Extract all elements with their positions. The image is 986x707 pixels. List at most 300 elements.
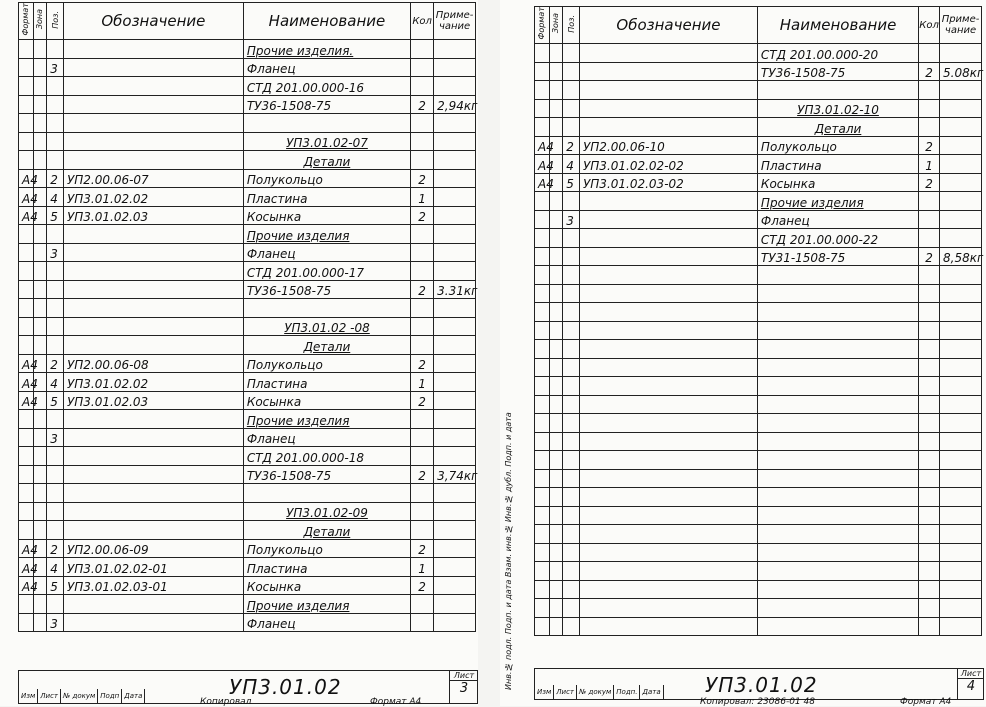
table-row — [535, 506, 982, 525]
cell-pos: 3 — [563, 210, 580, 229]
cell-designation — [579, 303, 757, 322]
cell-zone — [549, 599, 563, 618]
cell-pos — [563, 44, 580, 63]
table-row — [535, 395, 982, 414]
cell-pos: 3 — [47, 243, 64, 262]
table-row — [19, 132, 476, 151]
cell-qty — [919, 284, 940, 303]
cell-format — [19, 502, 34, 521]
cell-qty — [919, 599, 940, 618]
cell-zone — [549, 525, 563, 544]
cell-note — [434, 502, 476, 521]
cell-zone — [33, 299, 47, 318]
cell-designation: УП2.00.06-10 — [579, 136, 757, 155]
right-spec-table — [534, 6, 982, 636]
cell-format — [535, 62, 550, 81]
table-row — [535, 229, 982, 248]
cell-zone — [549, 562, 563, 581]
cell-note: 3.31кг — [434, 280, 476, 299]
cell-pos: 5 — [47, 206, 64, 225]
cell-designation — [579, 395, 757, 414]
cell-note — [434, 391, 476, 410]
cell-pos — [563, 580, 580, 599]
cell-format — [535, 210, 550, 229]
cell-pos — [563, 303, 580, 322]
table-row — [19, 521, 476, 540]
cell-pos: 5 — [47, 391, 64, 410]
cell-format — [535, 432, 550, 451]
cell-format: А4 — [19, 539, 34, 558]
table-row — [19, 391, 476, 410]
cell-note — [940, 525, 982, 544]
cell-name: СТД 201.00.000-22 — [757, 229, 918, 248]
cell-name — [243, 114, 410, 133]
cell-name: Полукольцо — [243, 169, 410, 188]
cell-name — [757, 599, 918, 618]
table-row — [535, 525, 982, 544]
cell-format — [19, 243, 34, 262]
cell-pos — [47, 336, 64, 355]
cell-name: УП3.01.02-07 — [243, 132, 410, 151]
cell-zone — [33, 58, 47, 77]
cell-format — [535, 229, 550, 248]
cell-pos — [563, 229, 580, 248]
cell-format — [535, 358, 550, 377]
cell-format: А4 — [19, 391, 34, 410]
cell-name: Полукольцо — [243, 539, 410, 558]
cell-note — [940, 321, 982, 340]
cell-designation — [63, 58, 243, 77]
cell-note — [940, 44, 982, 63]
cell-qty — [919, 469, 940, 488]
left-stamp-cells — [19, 689, 145, 703]
table-row — [535, 44, 982, 63]
cell-designation — [63, 151, 243, 170]
cell-name: Прочие изделия — [243, 410, 410, 429]
table-row — [19, 558, 476, 577]
cell-note — [940, 81, 982, 100]
cell-format — [19, 262, 34, 281]
cell-format — [535, 377, 550, 396]
cell-qty — [919, 358, 940, 377]
cell-qty — [411, 225, 434, 244]
right-sheet-label: Лист — [958, 669, 984, 679]
cell-zone — [33, 521, 47, 540]
cell-note — [940, 284, 982, 303]
cell-pos — [563, 395, 580, 414]
cell-designation — [63, 95, 243, 114]
cell-pos — [563, 284, 580, 303]
cell-qty — [411, 243, 434, 262]
cell-name: Детали — [243, 521, 410, 540]
cell-name: Фланец — [757, 210, 918, 229]
cell-qty: 2 — [411, 391, 434, 410]
cell-format — [535, 192, 550, 211]
cell-format: А4 — [19, 206, 34, 225]
cell-note — [940, 488, 982, 507]
cell-zone — [549, 62, 563, 81]
cell-qty: 2 — [919, 62, 940, 81]
cell-note: 8,58кг — [940, 247, 982, 266]
cell-qty — [411, 521, 434, 540]
right-stamp-cells — [535, 685, 664, 699]
cell-name: Косынка — [243, 206, 410, 225]
cell-note — [940, 192, 982, 211]
cell-format — [535, 303, 550, 322]
cell-qty: 2 — [411, 354, 434, 373]
cell-name: ТУ36-1508-75 — [243, 465, 410, 484]
table-row — [535, 173, 982, 192]
cell-name: Детали — [243, 151, 410, 170]
stamp-cell: № докум — [577, 685, 614, 699]
cell-zone — [33, 595, 47, 614]
cell-note — [940, 155, 982, 174]
cell-format — [535, 451, 550, 470]
cell-pos — [563, 377, 580, 396]
cell-zone — [549, 451, 563, 470]
cell-zone — [549, 432, 563, 451]
cell-designation: УП3.01.02.02 — [63, 373, 243, 392]
cell-zone — [33, 280, 47, 299]
cell-name — [757, 81, 918, 100]
cell-qty: 2 — [411, 206, 434, 225]
cell-name: Пластина — [757, 155, 918, 174]
cell-format: А4 — [19, 558, 34, 577]
table-row — [535, 155, 982, 174]
cell-pos — [47, 447, 64, 466]
cell-format — [535, 44, 550, 63]
cell-name — [757, 525, 918, 544]
cell-zone — [33, 114, 47, 133]
cell-format: А4 — [535, 173, 550, 192]
cell-qty — [411, 484, 434, 503]
cell-qty — [919, 192, 940, 211]
cell-name: ТУ36-1508-75 — [757, 62, 918, 81]
cell-designation: УП3.01.02.02 — [63, 188, 243, 207]
cell-note — [434, 169, 476, 188]
col-qty: Кол — [919, 7, 940, 44]
cell-zone — [549, 414, 563, 433]
cell-note — [434, 576, 476, 595]
cell-designation — [579, 543, 757, 562]
left-sheet-number: 3 — [459, 681, 469, 696]
cell-qty — [919, 451, 940, 470]
cell-name — [243, 299, 410, 318]
table-row — [19, 77, 476, 96]
cell-format — [19, 132, 34, 151]
cell-note — [434, 354, 476, 373]
cell-designation — [63, 225, 243, 244]
cell-pos — [563, 599, 580, 618]
table-row — [19, 354, 476, 373]
cell-pos — [47, 40, 64, 59]
cell-format — [19, 428, 34, 447]
col-format: Формат — [19, 3, 34, 40]
cell-name — [757, 543, 918, 562]
left-doc-number: УП3.01.02 — [229, 675, 342, 699]
cell-qty — [919, 543, 940, 562]
cell-pos — [47, 410, 64, 429]
cell-zone — [33, 484, 47, 503]
cell-note — [940, 432, 982, 451]
table-row — [535, 99, 982, 118]
cell-designation — [63, 521, 243, 540]
cell-note — [940, 377, 982, 396]
cell-qty — [919, 303, 940, 322]
cell-qty: 2 — [411, 539, 434, 558]
cell-designation — [63, 465, 243, 484]
cell-zone — [33, 243, 47, 262]
cell-note — [940, 617, 982, 636]
cell-name — [757, 377, 918, 396]
table-row — [19, 336, 476, 355]
table-row — [19, 114, 476, 133]
cell-pos — [47, 114, 64, 133]
cell-designation: УП2.00.06-08 — [63, 354, 243, 373]
cell-note — [434, 539, 476, 558]
cell-zone — [549, 81, 563, 100]
cell-format — [19, 484, 34, 503]
col-zone: Зона — [33, 3, 47, 40]
cell-qty — [919, 617, 940, 636]
cell-designation — [63, 299, 243, 318]
cell-designation — [63, 428, 243, 447]
cell-pos — [563, 488, 580, 507]
cell-pos — [47, 317, 64, 336]
cell-designation — [579, 192, 757, 211]
cell-designation — [579, 340, 757, 359]
cell-qty — [919, 81, 940, 100]
cell-note — [940, 451, 982, 470]
cell-format — [19, 613, 34, 632]
table-row — [535, 266, 982, 285]
cell-format — [535, 469, 550, 488]
cell-zone — [549, 44, 563, 63]
stamp-cell: Изм — [535, 685, 554, 699]
cell-pos — [563, 266, 580, 285]
cell-designation — [579, 358, 757, 377]
cell-zone — [33, 40, 47, 59]
cell-designation — [63, 317, 243, 336]
cell-name: УП3.01.02-10 — [757, 99, 918, 118]
cell-note — [940, 358, 982, 377]
left-sheet-box — [449, 671, 478, 703]
table-row — [535, 432, 982, 451]
cell-name — [757, 266, 918, 285]
table-row — [535, 562, 982, 581]
cell-format — [19, 336, 34, 355]
cell-format — [535, 525, 550, 544]
cell-qty — [411, 428, 434, 447]
cell-designation — [63, 484, 243, 503]
cell-qty — [411, 447, 434, 466]
cell-note — [434, 373, 476, 392]
cell-note — [434, 558, 476, 577]
cell-pos — [47, 95, 64, 114]
cell-designation — [579, 525, 757, 544]
cell-name: Прочие изделия — [243, 595, 410, 614]
cell-name — [757, 284, 918, 303]
cell-designation — [579, 469, 757, 488]
cell-zone — [549, 617, 563, 636]
cell-qty — [411, 262, 434, 281]
cell-note: 2,94кг — [434, 95, 476, 114]
table-row — [19, 484, 476, 503]
cell-pos — [47, 299, 64, 318]
cell-note — [434, 58, 476, 77]
col-designation: Обозначение — [579, 7, 757, 44]
cell-designation — [579, 81, 757, 100]
cell-qty — [919, 525, 940, 544]
table-row — [535, 414, 982, 433]
cell-note — [434, 151, 476, 170]
cell-name: ТУ31-1508-75 — [757, 247, 918, 266]
cell-zone — [549, 303, 563, 322]
table-row — [19, 225, 476, 244]
cell-name — [757, 617, 918, 636]
cell-pos — [47, 502, 64, 521]
cell-zone — [549, 192, 563, 211]
cell-name — [757, 395, 918, 414]
cell-note — [434, 521, 476, 540]
cell-qty — [919, 506, 940, 525]
table-row — [19, 410, 476, 429]
cell-designation — [63, 77, 243, 96]
cell-zone — [549, 99, 563, 118]
cell-qty — [411, 595, 434, 614]
cell-designation — [63, 114, 243, 133]
cell-designation — [579, 284, 757, 303]
table-row — [535, 247, 982, 266]
col-name: Наименование — [243, 3, 410, 40]
cell-qty — [919, 44, 940, 63]
cell-qty — [919, 562, 940, 581]
cell-zone — [549, 321, 563, 340]
cell-qty: 1 — [411, 558, 434, 577]
cell-designation — [63, 243, 243, 262]
table-row — [535, 210, 982, 229]
cell-designation — [63, 336, 243, 355]
table-row — [535, 303, 982, 322]
cell-format — [535, 580, 550, 599]
cell-zone — [33, 428, 47, 447]
table-row — [535, 617, 982, 636]
table-row — [19, 262, 476, 281]
cell-qty — [919, 99, 940, 118]
cell-pos — [47, 151, 64, 170]
cell-format — [535, 118, 550, 137]
cell-zone — [549, 358, 563, 377]
cell-designation — [63, 40, 243, 59]
cell-name: УП3.01.02 -08 — [243, 317, 410, 336]
table-row — [19, 428, 476, 447]
cell-format — [19, 299, 34, 318]
cell-qty: 2 — [411, 280, 434, 299]
cell-qty — [411, 77, 434, 96]
cell-note — [434, 114, 476, 133]
cell-zone — [33, 502, 47, 521]
cell-pos — [47, 484, 64, 503]
cell-zone — [33, 95, 47, 114]
cell-zone — [549, 247, 563, 266]
cell-name — [757, 358, 918, 377]
cell-format — [535, 81, 550, 100]
cell-format — [535, 599, 550, 618]
table-row — [535, 192, 982, 211]
cell-name: Прочие изделия. — [243, 40, 410, 59]
cell-format: А4 — [19, 354, 34, 373]
cell-name: Полукольцо — [243, 354, 410, 373]
cell-pos — [47, 132, 64, 151]
table-row — [19, 317, 476, 336]
table-row — [535, 469, 982, 488]
cell-designation — [579, 266, 757, 285]
stamp-cell: Подп — [98, 689, 122, 703]
right-header-row — [535, 7, 982, 44]
cell-pos — [47, 465, 64, 484]
cell-pos: 5 — [563, 173, 580, 192]
cell-pos — [563, 543, 580, 562]
cell-format — [19, 151, 34, 170]
cell-pos — [563, 340, 580, 359]
cell-zone — [549, 118, 563, 137]
cell-designation — [63, 410, 243, 429]
cell-name: Полукольцо — [757, 136, 918, 155]
cell-pos — [563, 321, 580, 340]
cell-note — [434, 40, 476, 59]
cell-designation — [579, 321, 757, 340]
cell-name — [243, 484, 410, 503]
cell-designation — [579, 118, 757, 137]
cell-note — [434, 188, 476, 207]
cell-zone — [549, 377, 563, 396]
cell-designation — [63, 502, 243, 521]
cell-format: А4 — [19, 169, 34, 188]
cell-pos — [563, 525, 580, 544]
cell-pos — [563, 118, 580, 137]
cell-designation — [579, 599, 757, 618]
cell-designation — [579, 506, 757, 525]
cell-designation — [579, 580, 757, 599]
table-row — [19, 576, 476, 595]
cell-note — [940, 173, 982, 192]
cell-pos — [563, 451, 580, 470]
cell-format — [535, 266, 550, 285]
cell-note — [940, 136, 982, 155]
cell-zone — [33, 225, 47, 244]
cell-pos: 2 — [47, 354, 64, 373]
cell-format: А4 — [535, 136, 550, 155]
cell-qty — [919, 340, 940, 359]
cell-pos: 3 — [47, 428, 64, 447]
cell-designation: УП3.01.02.03-01 — [63, 576, 243, 595]
cell-name — [757, 414, 918, 433]
cell-zone — [549, 395, 563, 414]
cell-qty — [411, 58, 434, 77]
table-row — [535, 580, 982, 599]
cell-format — [19, 95, 34, 114]
cell-designation — [579, 210, 757, 229]
cell-format — [19, 595, 34, 614]
left-sheet-label: Лист — [450, 671, 478, 681]
cell-designation — [579, 488, 757, 507]
col-designation: Обозначение — [63, 3, 243, 40]
cell-designation: УП2.00.06-07 — [63, 169, 243, 188]
cell-pos — [563, 432, 580, 451]
table-row — [19, 188, 476, 207]
cell-name: Фланец — [243, 58, 410, 77]
cell-qty: 2 — [919, 173, 940, 192]
